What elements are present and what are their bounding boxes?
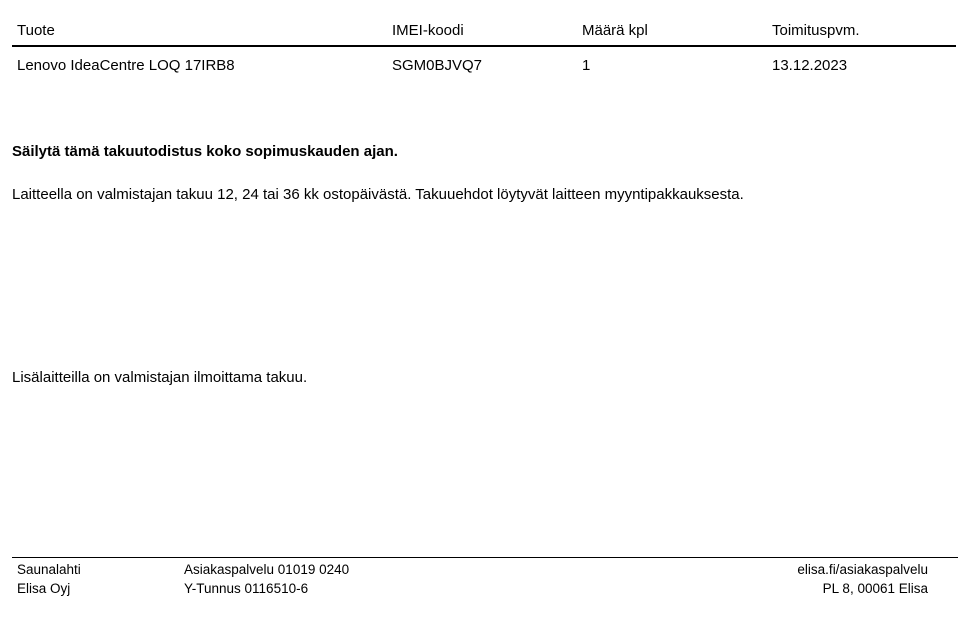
header-quantity: Määrä kpl	[582, 22, 648, 39]
footer-customer-service: Asiakaspalvelu 01019 0240	[184, 562, 350, 577]
header-product: Tuote	[17, 22, 55, 39]
footer-web-link[interactable]: elisa.fi/asiakaspalvelu	[797, 562, 928, 577]
header-delivery-date: Toimituspvm.	[772, 22, 860, 39]
warranty-text: Laitteella on valmistajan takuu 12, 24 tai 36 kk ostopäivästä. Takuuehdot löytyvät laitteen myyntipakkauksesta.	[12, 186, 744, 203]
accessories-warranty-text: Lisälaitteilla on valmistajan ilmoittama takuu.	[12, 369, 308, 386]
table-header	[12, 16, 956, 47]
cell-product: Lenovo IdeaCentre LOQ 17IRB8	[17, 57, 235, 74]
table-row	[12, 51, 956, 81]
cell-quantity: 1	[582, 57, 591, 74]
header-imei: IMEI-koodi	[392, 22, 464, 39]
footer-address: PL 8, 00061 Elisa	[822, 581, 928, 596]
cell-delivery-date: 13.12.2023	[772, 57, 848, 74]
footer	[12, 557, 958, 608]
footer-brand: Saunalahti	[17, 562, 81, 577]
footer-company: Elisa Oyj	[17, 581, 71, 596]
product-table	[12, 16, 956, 81]
footer-business-id: Y-Tunnus 0116510-6	[184, 581, 309, 596]
notice-heading: Säilytä tämä takuutodistus koko sopimuskauden ajan.	[12, 143, 398, 160]
cell-imei: SGM0BJVQ7	[392, 57, 483, 74]
